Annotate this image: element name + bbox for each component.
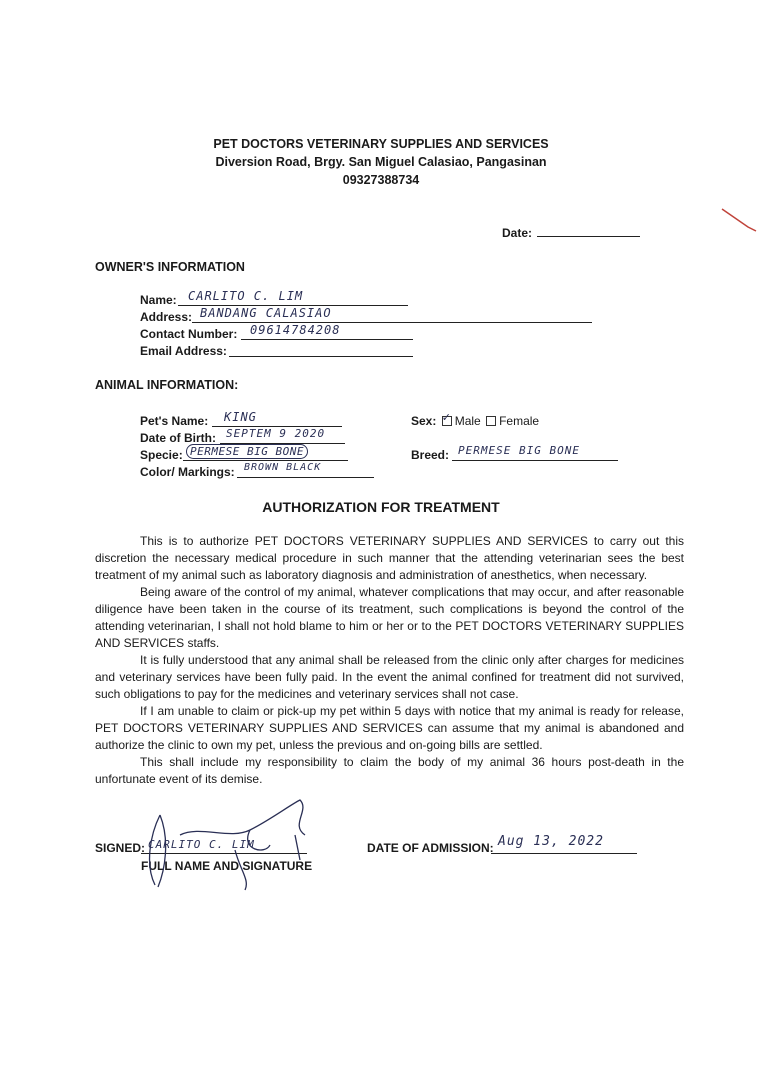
specie-label: Specie: bbox=[140, 448, 183, 462]
pet-name-label: Pet's Name: bbox=[140, 414, 209, 428]
owner-contact-label: Contact Number: bbox=[140, 327, 238, 341]
pet-name-value: KING bbox=[224, 410, 257, 424]
breed-label: Breed: bbox=[411, 448, 450, 462]
color-label: Color/ Markings: bbox=[140, 465, 235, 479]
owner-address-value: BANDANG CALASIAO bbox=[200, 306, 332, 320]
authorization-body bbox=[95, 533, 684, 788]
date-label: Date: bbox=[502, 226, 533, 240]
full-name-signature-label: FULL NAME AND SIGNATURE bbox=[141, 859, 313, 873]
authorization-paragraph: Being aware of the control of my animal, whatever complications that may occur, and after reasonable diligence have been taken in the course of its treatment, such complications is beyond the control of the attending veterinarian, I shall not hold blame to him or her or to the PET DOCTORS VETERINARY SUPPLIES AND SERVICES staffs. bbox=[95, 585, 684, 650]
date-field[interactable] bbox=[537, 236, 640, 237]
admission-date-field[interactable] bbox=[491, 853, 637, 854]
color-field[interactable] bbox=[237, 477, 374, 478]
color-value: BROWN BLACK bbox=[244, 462, 322, 473]
owner-name-label: Name: bbox=[140, 293, 177, 307]
owner-contact-value: 09614784208 bbox=[250, 323, 341, 337]
authorization-paragraph: This is to authorize PET DOCTORS VETERINARY SUPPLIES AND SERVICES to carry out this discretion the necessary medical procedure in such manner that the attending veterinarian sees the best treatment of my animal such as laboratory diagnosis and administration of anesthetics, when necessary. bbox=[95, 534, 684, 582]
sex-male-label: Male bbox=[454, 414, 481, 428]
pen-mark-decoration bbox=[720, 205, 760, 235]
company-phone: 09327388734 bbox=[342, 173, 420, 187]
sex-female-checkbox[interactable] bbox=[486, 416, 496, 426]
signed-value: CARLITO C. LIM bbox=[148, 838, 255, 851]
signed-label: SIGNED: bbox=[95, 841, 146, 855]
authorization-paragraph: It is fully understood that any animal shall be released from the clinic only after charges for medicines and veterinary services have been fully paid. In the event the animal confined for treatment did not survived, such obligations to pay for the medicines and veterinary services shall not case. bbox=[95, 653, 684, 701]
breed-field[interactable] bbox=[452, 460, 618, 461]
company-name: PET DOCTORS VETERINARY SUPPLIES AND SERVICES bbox=[213, 137, 549, 151]
owner-email-field[interactable] bbox=[229, 356, 413, 357]
breed-value: PERMESE BIG BONE bbox=[458, 444, 580, 457]
company-address: Diversion Road, Brgy. San Miguel Calasiao, Pangasinan bbox=[215, 155, 547, 169]
sex-row bbox=[411, 414, 539, 428]
specie-field[interactable] bbox=[183, 460, 348, 461]
dob-label: Date of Birth: bbox=[140, 431, 216, 445]
owner-email-label: Email Address: bbox=[140, 344, 227, 358]
sex-male-checkbox[interactable] bbox=[442, 416, 452, 426]
authorization-paragraph: This shall include my responsibility to claim the body of my animal 36 hours post-death in the unfortunate event of its demise. bbox=[95, 755, 684, 786]
owner-section-title: OWNER'S INFORMATION bbox=[95, 260, 245, 274]
dob-value: SEPTEM 9 2020 bbox=[226, 427, 326, 440]
signature-scribble bbox=[140, 795, 325, 895]
animal-section-title: ANIMAL INFORMATION: bbox=[95, 378, 239, 392]
owner-contact-field[interactable] bbox=[241, 339, 413, 340]
owner-name-value: CARLITO C. LIM bbox=[188, 289, 304, 303]
admission-date-value: Aug 13, 2022 bbox=[498, 834, 604, 849]
admission-date-label: DATE OF ADMISSION: bbox=[367, 841, 494, 855]
sex-label: Sex: bbox=[411, 414, 437, 428]
authorization-title: AUTHORIZATION FOR TREATMENT bbox=[262, 499, 500, 515]
specie-value: PERMESE BIG BONE bbox=[186, 444, 308, 459]
owner-address-label: Address: bbox=[140, 310, 193, 324]
sex-female-label: Female bbox=[499, 414, 540, 428]
authorization-paragraph: If I am unable to claim or pick-up my pet within 5 days with notice that my animal is ready for release, PET DOCTORS VETERINARY SUPPLIES AND SERVICES can assume that my animal is abandoned and authorize the clinic to own my pet, unless the previous and on-going bills are settled. bbox=[95, 704, 684, 752]
